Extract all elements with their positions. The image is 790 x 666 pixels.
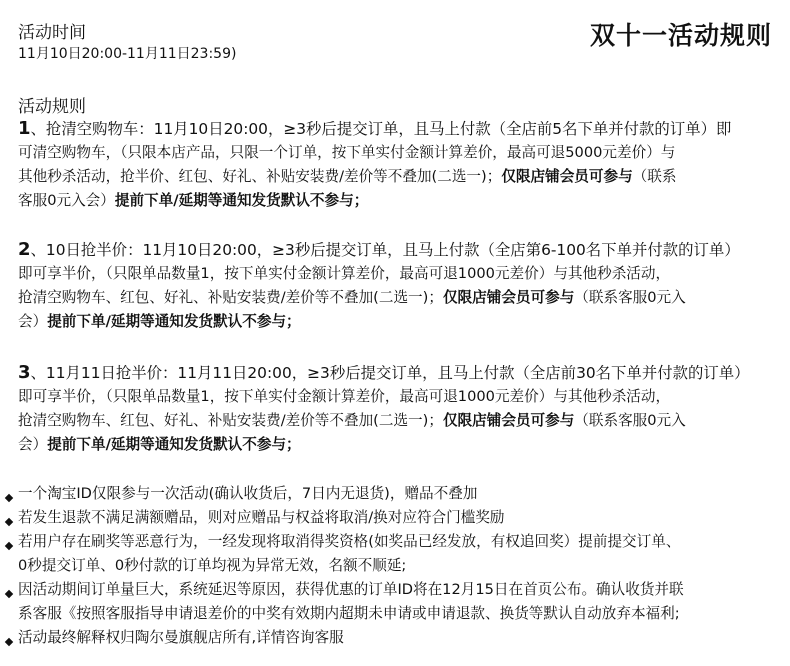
bullet-icon [5, 518, 13, 526]
rule-line [18, 361, 780, 385]
rule-emphasis: 仅限店铺会员可参与 [442, 289, 575, 306]
bullet-icon [5, 494, 13, 502]
rule-text: （联系客服0元入 [574, 289, 686, 306]
rule-text: 、11月11日抢半价：11月11日20:00，≥3秒后提交订单，且马上付款（全店前30名下单并付款的订单） [30, 364, 750, 382]
note-line: 若发生退款不满足满额赠品，则对应赠品与权益将取消/换对应符合门槛奖励 [18, 509, 505, 526]
note-line: 若用户存在刷奖等恶意行为，一经发现将取消得奖资格(如奖品已经发放，有权追回奖）提前提交订单、 [18, 533, 681, 550]
page-title: 双十一活动规则 [589, 21, 772, 50]
note-item [4, 578, 786, 626]
rule-line [18, 117, 780, 141]
rule-number: 2 [18, 239, 31, 260]
rule-text: 会） [18, 313, 48, 330]
note-item [4, 506, 786, 530]
time-label: 活动时间 [18, 23, 86, 43]
rule-text: 、抢清空购物车：11月10日20:00，≥3秒后提交订单，且马上付款（全店前5名下单并付款的订单）即 [30, 120, 732, 138]
rule-3 [18, 361, 780, 457]
note-item [4, 530, 786, 578]
rule-line [18, 310, 780, 334]
notes-list [4, 482, 786, 650]
rule-text: 会） [18, 436, 48, 453]
note-line: 活动最终解释权归陶尔曼旗舰店所有,详情咨询客服 [18, 629, 344, 646]
bullet-icon [5, 638, 13, 646]
rules-heading: 活动规则 [18, 97, 86, 117]
note-line: 系客服《按照客服指导申请退差价的中奖有效期内超期未申请或申请退款、换货等默认自动放弃本福利; [18, 605, 680, 622]
rule-1 [18, 117, 780, 213]
rule-line [18, 262, 780, 286]
rule-text: 可清空购物车，（只限本店产品，只限一个订单，按下单实付金额计算差价，最高可退5000元差价）与 [18, 144, 676, 161]
rule-text: （联系 [632, 168, 677, 185]
rule-line [18, 141, 780, 165]
rule-text: （联系客服0元入 [574, 412, 686, 429]
rule-emphasis: 仅限店铺会员可参与 [442, 412, 575, 429]
rule-text: 其他秒杀活动，抢半价、红包、好礼、补贴安装费/差价等不叠加(二选一)； [18, 168, 502, 185]
rule-emphasis: 提前下单/延期等通知发货默认不参与； [47, 313, 301, 330]
rule-2 [18, 238, 780, 334]
rule-line [18, 433, 780, 457]
rule-text: 即可享半价，（只限单品数量1，按下单实付金额计算差价，最高可退1000元差价）与其他秒杀活动， [18, 265, 671, 282]
time-value: 11月10日20:00-11月11日23:59) [18, 46, 237, 62]
note-line: 0秒提交订单、0秒付款的订单均视为异常无效，名额不顺延; [18, 557, 407, 574]
rule-text: 即可享半价，（只限单品数量1，按下单实付金额计算差价，最高可退1000元差价）与其他秒杀活动， [18, 388, 671, 405]
rule-text: 抢清空购物车、红包、好礼、补贴安装费/差价等不叠加(二选一)； [18, 289, 443, 306]
rule-emphasis: 仅限店铺会员可参与 [501, 168, 633, 185]
note-item [4, 626, 786, 650]
rule-line [18, 385, 780, 409]
note-item [4, 482, 786, 506]
rule-line [18, 409, 780, 433]
rule-line [18, 286, 780, 310]
rule-text: 客服0元入会） [18, 192, 115, 209]
bullet-icon [5, 542, 13, 550]
rule-text: 、10日抢半价：11月10日20:00，≥3秒后提交订单，且马上付款（全店第6-100名下单并付款的订单） [30, 241, 740, 259]
rule-emphasis: 提前下单/延期等通知发货默认不参与； [47, 436, 301, 453]
rule-number: 1 [18, 118, 31, 139]
rule-emphasis: 提前下单/延期等通知发货默认不参与； [114, 192, 369, 209]
rule-line [18, 238, 780, 262]
bullet-icon [5, 590, 13, 598]
rule-text: 抢清空购物车、红包、好礼、补贴安装费/差价等不叠加(二选一)； [18, 412, 443, 429]
rule-line [18, 165, 780, 189]
note-line: 因活动期间订单量巨大，系统延迟等原因，获得优惠的订单ID将在12月15日在首页公布。确认收货并联 [18, 581, 684, 598]
note-line: 一个淘宝ID仅限参与一次活动(确认收货后，7日内无退货)，赠品不叠加 [18, 485, 478, 502]
rule-line [18, 189, 780, 213]
rule-number: 3 [18, 362, 31, 383]
